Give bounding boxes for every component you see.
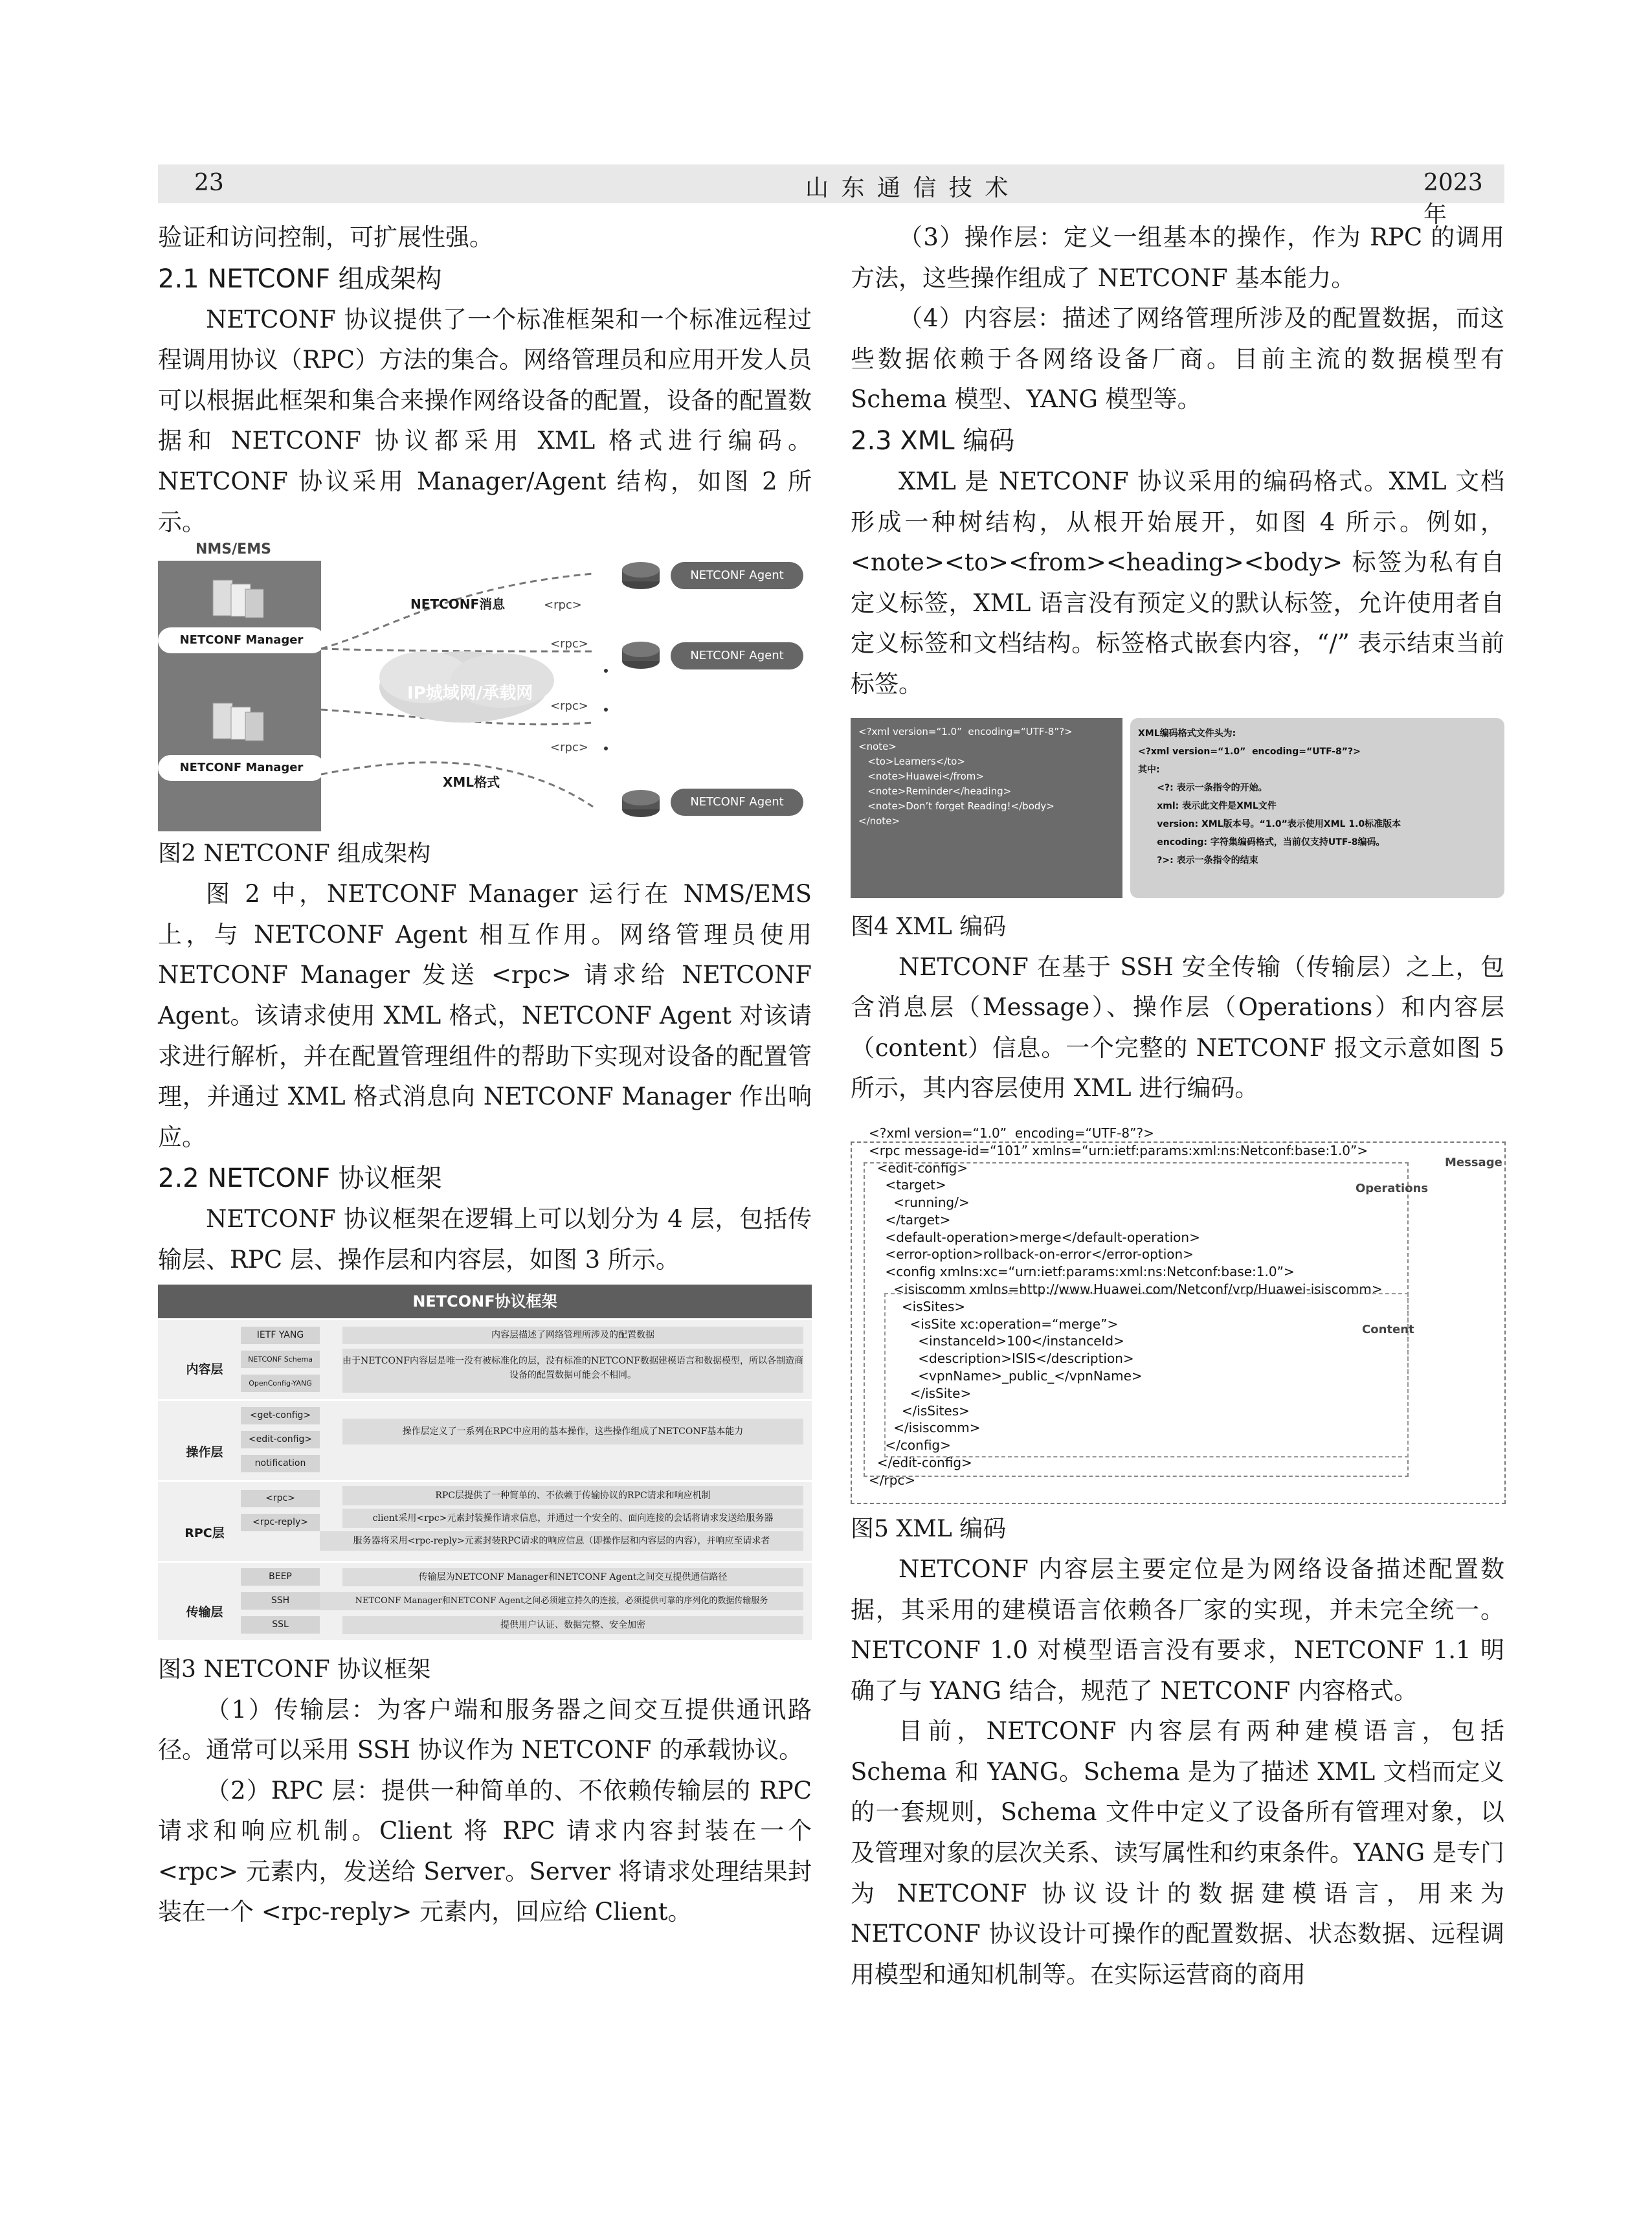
explain-line: xml: 表示此文件是XML文件 [1138,800,1277,811]
layer-item: SSH [241,1592,320,1610]
layer-row [158,1480,812,1563]
code-line: <to>Learners</to> [858,755,965,767]
layer-row [158,1561,812,1640]
code-line: <rpc message-id=“101” xmlns=“urn:ietf:params:xml:ns:Netconf:base:1.0”> [869,1142,1368,1158]
layer-item: <rpc> [241,1490,320,1507]
operations-label: Operations [1356,1181,1429,1195]
explain-line: 其中: [1138,764,1160,775]
figure-3-caption: 图3 NETCONF 协议框架 [158,1656,431,1683]
paragraph: NETCONF 在基于 SSH 安全传输（传输层）之上，包含消息层（Message）、操作层（Operations）和内容层（content）信息。一个完整的 NETCONF 报文示意如图 5 所示，其内容层使用 XML 进行编码。 [851,952,1504,1103]
code-line: </edit-config> [869,1455,972,1471]
layer-item: <edit-config> [241,1431,320,1448]
layer-desc: 由于NETCONF内容层是唯一没有被标准化的层，没有标准的NETCONF数据建模语言和数据模型，所以各制造商设备的配置数据可能会不相同。 [342,1349,803,1393]
layer-item: BEEP [241,1568,320,1586]
layer-desc: 提供用户认证、数据完整、安全加密 [342,1616,803,1634]
code-line: <note> [858,740,897,752]
paragraph: NETCONF 协议框架在逻辑上可以划分为 4 层，包括传输层、RPC 层、操作层和内容层，如图 3 所示。 [158,1205,812,1274]
fig3-title: NETCONF协议框架 [158,1285,812,1318]
layer-row [158,1399,812,1482]
paragraph: （3）操作层：定义一组基本的操作，作为 RPC 的调用方法，这些操作组成了 NETCONF 基本能力。 [851,223,1504,292]
journal-year: 2023年 [1423,170,1483,228]
layer-item: <get-config> [241,1407,320,1424]
layer-item: SSL [241,1616,320,1634]
rpc-label: <rpc> [550,741,588,755]
page-number: 23 [194,170,224,196]
paragraph: （4）内容层：描述了网络管理所涉及的配置数据，而这些数据依赖于各网络设备厂商。目前主流的数据模型有 Schema 模型、YANG 模型等。 [851,304,1504,414]
netconf-agent-box: NETCONF Agent [671,789,803,816]
code-line: <default-operation>merge</default-operation> [869,1229,1200,1245]
code-line: <instanceId>100</instanceId> [869,1333,1124,1349]
explain-line: ?>: 表示一条指令的结束 [1138,855,1258,866]
message-label: Message [1445,1155,1502,1169]
code-line: </isSite> [869,1385,972,1401]
layer-desc: 操作层定义了一系列在RPC中应用的基本操作，这些操作组成了NETCONF基本能力 [342,1419,803,1445]
layer-desc: RPC层提供了一种简单的、不依赖于传输协议的RPC请求和响应机制 [342,1486,803,1505]
section-heading-2-1: 2.1 NETCONF 组成架构 [158,264,442,294]
code-line: <note>Don’t forget Reading!</body> [858,800,1055,812]
explain-line: <?: 表示一条指令的开始。 [1138,782,1267,793]
code-line: <isSite xc:operation=“merge”> [869,1316,1119,1332]
code-line: </config> [869,1437,951,1454]
figure-3 [158,1285,812,1638]
layer-desc: 内容层描述了网络管理所涉及的配置数据 [342,1327,803,1344]
code-line: <edit-config> [869,1160,968,1176]
netconf-msg-label: NETCONF消息 [410,596,506,613]
section-heading-2-3: 2.3 XML 编码 [851,425,1015,456]
xml-explain-panel [1130,718,1504,898]
figure-5 [851,1125,1504,1503]
code-line: </isSites> [869,1402,970,1419]
netconf-agent-box: NETCONF Agent [671,562,803,589]
figure-4-caption: 图4 XML 编码 [851,913,1007,940]
layer-item: IETF YANG [241,1327,320,1344]
layer-name: 内容层 [186,1362,223,1377]
code-line: <?xml version=“1.0” encoding=“UTF-8”?> [869,1125,1154,1141]
code-line: <note>Huawei</from> [858,770,984,782]
code-line: </target> [869,1211,951,1228]
netconf-message-code [869,1125,1383,1489]
netconf-manager-box: NETCONF Manager [158,627,325,653]
running-header [158,164,1504,228]
figure-2-caption: 图2 NETCONF 组成架构 [158,840,431,868]
server-icon [206,575,271,620]
netconf-manager-box: NETCONF Manager [158,755,325,781]
left-column [158,218,812,1933]
section-heading-2-2: 2.2 NETCONF 协议框架 [158,1164,442,1194]
router-icon [621,558,661,590]
code-line: <vpnName>_public_</vpnName> [869,1368,1143,1384]
explain-line: XML编码格式文件头为: [1138,728,1236,739]
code-line: <description>ISIS</description> [869,1351,1134,1367]
layer-name: 操作层 [186,1445,223,1459]
layer-desc: client采用<rpc>元素封装操作请求信息，并通过一个安全的、面向连接的会话将请求发送给服务器 [342,1509,803,1528]
router-icon [621,786,661,818]
code-line: <note>Reminder</heading> [858,785,1012,797]
figure-4 [851,718,1504,898]
code-line: </note> [858,815,900,827]
layer-item: <rpc-reply> [241,1514,320,1531]
code-line: </isiscomm> [869,1420,981,1436]
code-line: <running/> [869,1195,970,1211]
code-line: <isiscomm xmlns=http://www.Huawei.com/Netconf/vrp/Huawei-isiscomm> [869,1281,1383,1298]
code-line: <error-option>rollback-on-error</error-option> [869,1246,1194,1263]
code-line: <config xmlns:xc=“urn:ietf:params:xml:ns:Netconf:base:1.0”> [869,1264,1295,1280]
layer-desc: NETCONF Manager和NETCONF Agent之间必须建立持久的连接，必须提供可靠的序列化的数据传输服务 [320,1592,803,1610]
router-icon [621,638,661,670]
paragraph: （1）传输层：为客户端和服务器之间交互提供通讯路径。通常可以采用 SSH 协议作为 NETCONF 的承载协议。 [158,1695,812,1764]
nms-label: NMS/EMS [195,541,271,558]
figure-2 [158,541,812,817]
layer-desc: 服务器将采用<rpc-reply>元素封装RPC请求的响应信息（即操作层和内容层的内容），并响应至请求者 [320,1531,803,1551]
layer-item: OpenConfig-YANG [241,1375,320,1392]
paragraph: XML 是 NETCONF 协议采用的编码格式。XML 文档形成一种树结构，从根开始展开，如图 4 所示。例如，<note><to><from><heading><body> 标签为私有自定义标签，XML 语言没有预定义的默认标签，允许使用者自定义标签和文档结构。标签格式嵌套内容，“/” 表示结束当前标签。 [851,467,1504,698]
explain-line: <?xml version=“1.0” encoding=“UTF-8”?> [1138,746,1361,757]
xml-format-label: XML格式 [443,774,500,791]
layer-name: RPC层 [184,1525,225,1540]
cloud-label: IP城域网/承载网 [407,684,533,704]
rpc-label: <rpc> [544,598,582,613]
code-line: <target> [869,1177,946,1193]
layer-name: 传输层 [186,1604,223,1619]
nms-panel [158,561,321,831]
journal-name: 山 东 通 信 技 术 [805,175,1011,201]
layer-item: NETCONF Schema [241,1351,320,1368]
explain-line: encoding: 字符集编码格式，当前仅支持UTF-8编码。 [1138,837,1385,848]
server-icon [206,698,271,743]
xml-sample-panel [851,718,1122,898]
layer-item: notification [241,1455,320,1472]
paragraph: NETCONF 协议提供了一个标准框架和一个标准远程过程调用协议（RPC）方法的集合。网络管理员和应用开发人员可以根据此框架和集合来操作网络设备的配置，设备的配置数据和 NETCONF 协议都采用 XML 格式进行编码。NETCONF 协议采用 Manager/Agent 结构，如图 2 所示。 [158,305,812,536]
paragraph: 目前，NETCONF 内容层有两种建模语言，包括 Schema 和 YANG。Schema 是为了描述 XML 文档而定义的一套规则，Schema 文件中定义了设备所有管理对象，以及管理对象的层次关系、读写属性和约束条件。YANG 是专门为 NETCONF 协议设计的数据建模语言，用来为 NETCONF 协议设计可操作的配置数据、状态数据、远程调用模型和通知机制等。在实际运营商的商用 [851,1717,1504,1988]
paragraph: NETCONF 内容层主要定位是为网络设备描述配置数据，其采用的建模语言依赖各厂家的实现，并未完全统一。NETCONF 1.0 对模型语言没有要求，NETCONF 1.1 明确了与 YANG 结合，规范了 NETCONF 内容格式。 [851,1555,1504,1705]
content-label: Content [1362,1322,1414,1336]
code-line: <?xml version=“1.0” encoding=“UTF-8”?> [858,725,1073,737]
code-line: <isSites> [869,1298,966,1314]
paragraph: 图 2 中，NETCONF Manager 运行在 NMS/EMS 上，与 NETCONF Agent 相互作用。网络管理员使用 NETCONF Manager 发送 <rpc> 请求给 NETCONF Agent。该请求使用 XML 格式，NETCONF Agent 对该请求进行解析，并在配置管理组件的帮助下实现对设备的配置管理，并通过 XML 格式消息向 NETCONF Manager 作出响应。 [158,880,812,1151]
layer-desc: 传输层为NETCONF Manager和NETCONF Agent之间交互提供通信路径 [342,1568,803,1586]
explain-line: version: XML版本号。“1.0”表示使用XML 1.0标准版本 [1138,818,1401,829]
paragraph: （2）RPC 层：提供一种简单的、不依赖传输层的 RPC 请求和响应机制。Client 将 RPC 请求内容封装在一个 <rpc> 元素内，发送给 Server。Server 将请求处理结果封装在一个 <rpc-reply> 元素内，回应给 Client。 [158,1776,812,1926]
rpc-label: <rpc> [550,637,588,651]
layer-row [158,1318,812,1401]
rpc-label: <rpc> [550,699,588,714]
paragraph: 验证和访问控制，可扩展性强。 [158,223,493,251]
right-column [851,218,1504,1995]
code-line: </rpc> [869,1472,916,1488]
netconf-agent-box: NETCONF Agent [671,642,803,669]
figure-5-caption: 图5 XML 编码 [851,1515,1007,1542]
